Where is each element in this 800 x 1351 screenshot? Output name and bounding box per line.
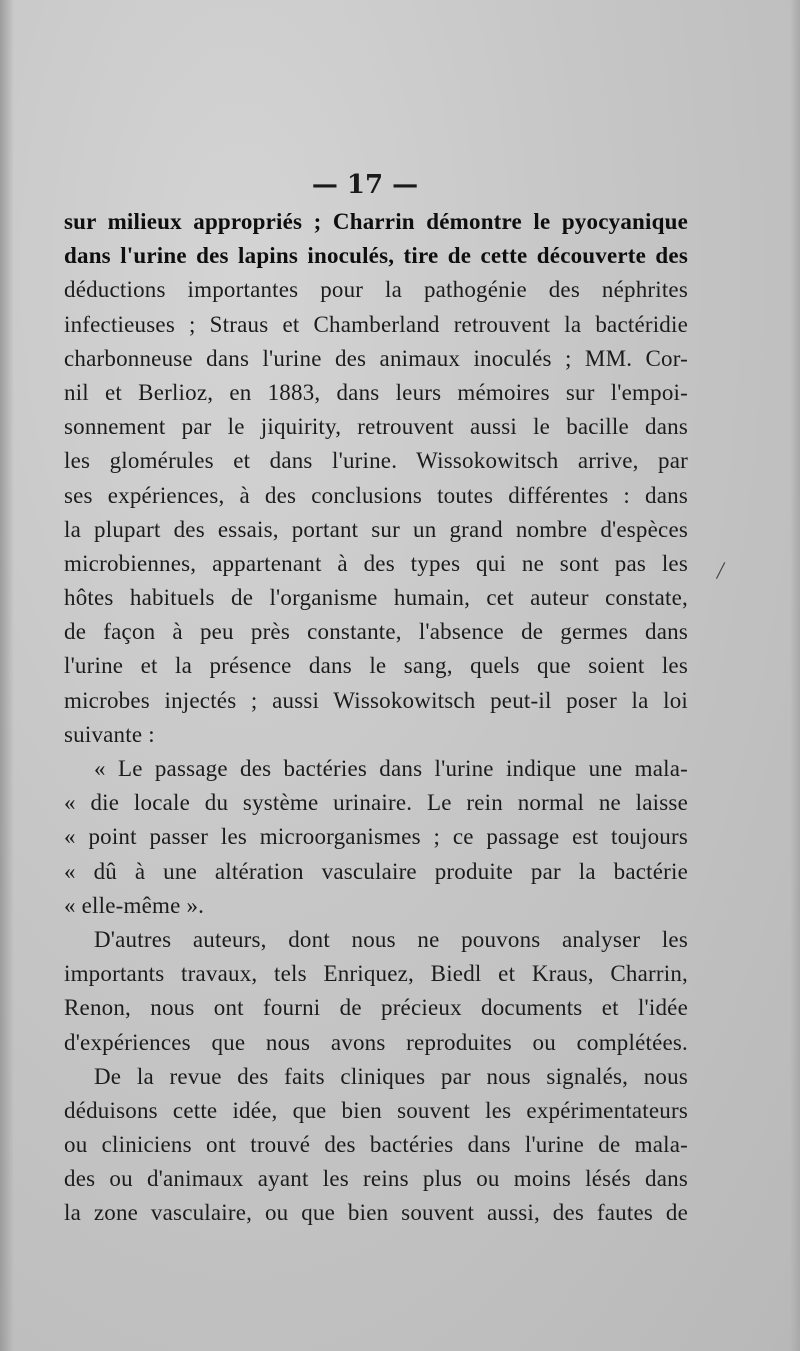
text-line: sur milieux appropriés ; Charrin démontre le pyocyanique — [64, 209, 688, 234]
text-line: De la revue des faits cliniques par nous signalés, nous — [94, 1063, 688, 1089]
text-line: D'autres auteurs, dont nous ne pouvons analyser les — [94, 926, 688, 952]
quote-line: « elle-même ». — [64, 892, 205, 918]
text-line: infectieuses ; Straus et Chamberland retrouvent la bactéridie — [64, 311, 688, 337]
body-text — [64, 205, 688, 1231]
text-line: Renon, nous ont fourni de précieux documents et l'idée — [64, 995, 688, 1021]
text-line: microbes injectés ; aussi Wissokowitsch peut-il poser la loi — [64, 687, 688, 713]
text-line: de façon à peu près constante, l'absence de germes dans — [64, 619, 688, 645]
text-line: la zone vasculaire, ou que bien souvent aussi, des fautes de — [64, 1200, 688, 1226]
text-line: la plupart des essais, portant sur un grand nombre d'espèces — [64, 516, 688, 542]
text-line: hôtes habituels de l'organisme humain, cet auteur constate, — [64, 585, 688, 611]
text-line: charbonneuse dans l'urine des animaux inoculés ; MM. Cor- — [64, 345, 688, 371]
quote-line: « Le passage des bactéries dans l'urine indique une mala- — [94, 756, 688, 781]
text-line: les glomérules et dans l'urine. Wissokowitsch arrive, par — [64, 448, 688, 474]
quote-line: « die locale du système urinaire. Le rein normal ne laisse — [64, 790, 688, 816]
text-line: ses expériences, à des conclusions toutes différentes : dans — [64, 482, 688, 508]
text-line: nil et Berlioz, en 1883, dans leurs mémoires sur l'empoi- — [64, 379, 688, 405]
text-line: microbiennes, appartenant à des types qui ne sont pas les — [64, 550, 688, 576]
text-line: dans l'urine des lapins inoculés, tire de cette découverte des — [64, 243, 688, 269]
text-line: sonnement par le jiquirity, retrouvent aussi le bacille dans — [64, 414, 688, 440]
quote-line: « dû à une altération vasculaire produite par la bactérie — [64, 858, 688, 884]
text-line: suivante : — [64, 721, 155, 747]
quote-line: « point passer les microorganismes ; ce passage est toujours — [64, 824, 688, 850]
page-left-edge-shadow — [0, 0, 14, 1351]
text-line: des ou d'animaux ayant les reins plus ou moins lésés dans — [64, 1166, 688, 1192]
page-number: — 17 — — [311, 170, 419, 200]
text-line: déduisons cette idée, que bien souvent les expérimentateurs — [64, 1097, 688, 1123]
page-right-edge-shadow — [790, 0, 800, 1351]
text-line: ou cliniciens ont trouvé des bactéries dans l'urine de mala- — [64, 1132, 688, 1158]
text-line: d'expériences que nous avons reproduites ou complétées. — [64, 1029, 688, 1055]
text-line: l'urine et la présence dans le sang, quels que soient les — [64, 653, 688, 679]
text-line: déductions importantes pour la pathogénie des néphrites — [64, 277, 688, 303]
text-line: importants travaux, tels Enriquez, Biedl et Kraus, Charrin, — [64, 961, 688, 987]
margin-pencil-mark: / — [715, 555, 727, 586]
